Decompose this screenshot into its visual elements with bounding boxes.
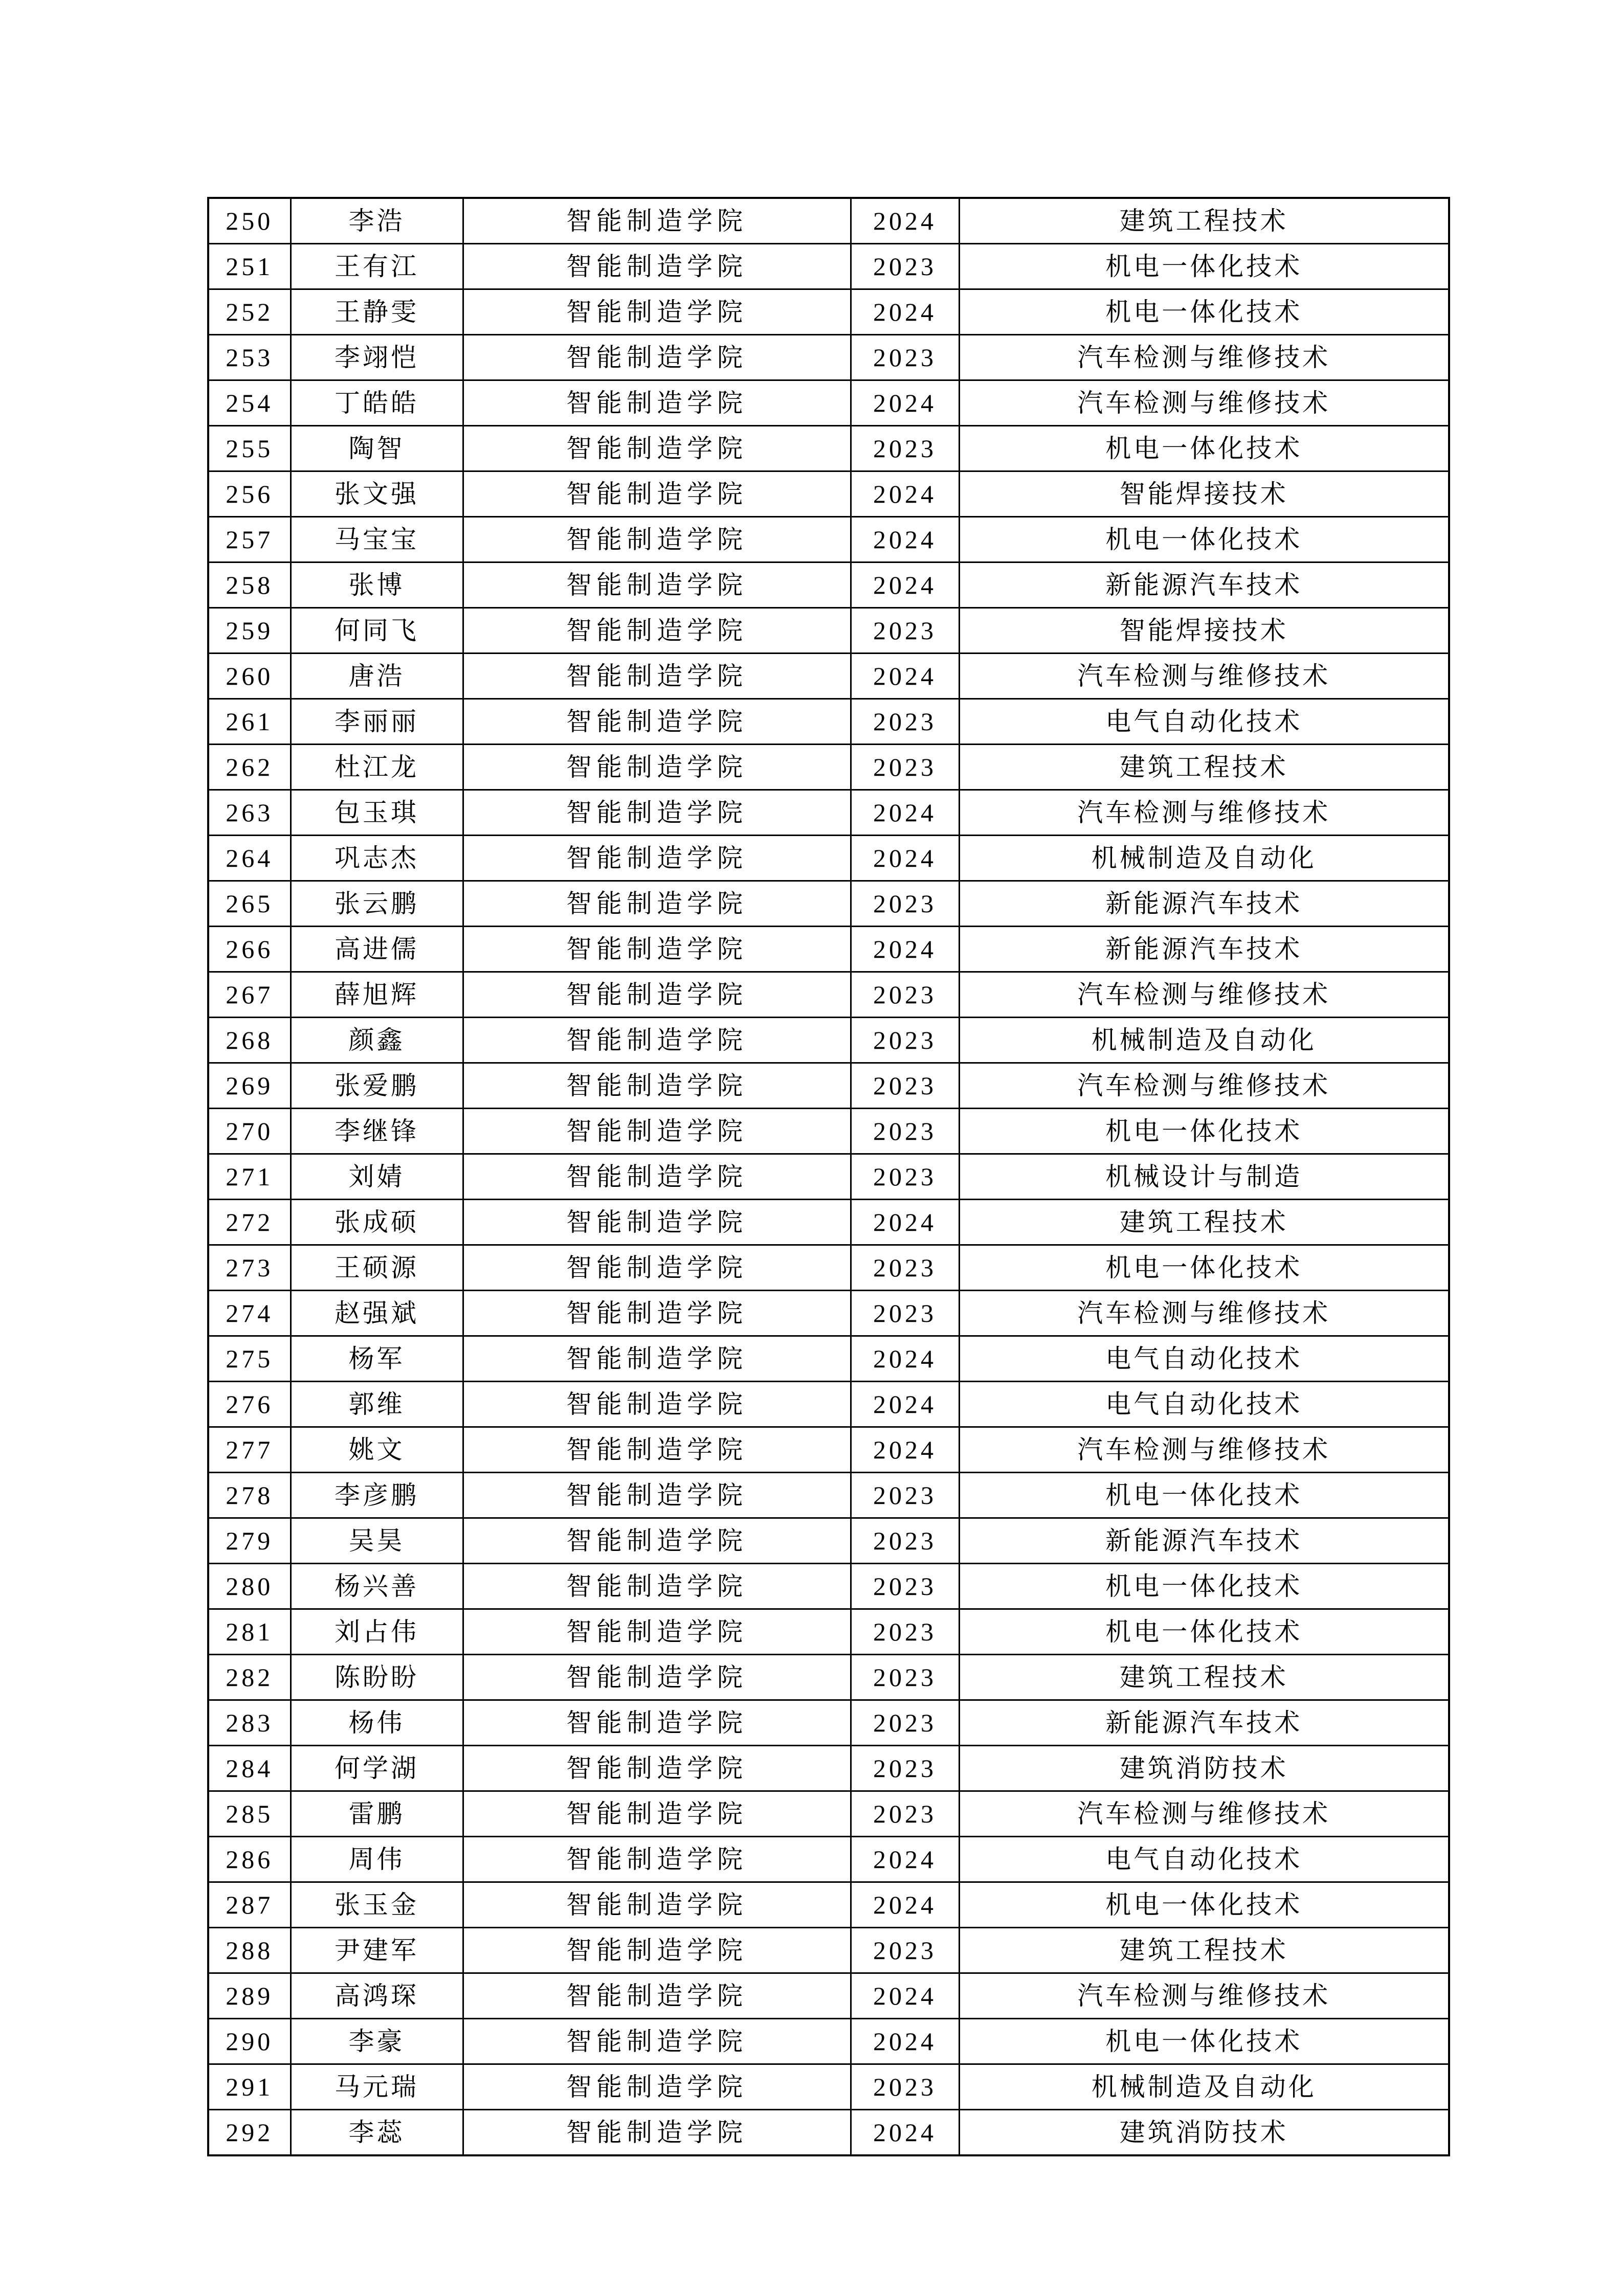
- cell-college: 智能制造学院: [463, 1382, 851, 1427]
- cell-grade-year: 2023: [851, 1063, 959, 1109]
- cell-major: 机电一体化技术: [959, 517, 1449, 562]
- cell-student-name: 唐浩: [291, 654, 463, 699]
- cell-grade-year: 2023: [851, 335, 959, 380]
- cell-major: 汽车检测与维修技术: [959, 1427, 1449, 1473]
- cell-college: 智能制造学院: [463, 1746, 851, 1791]
- cell-grade-year: 2023: [851, 1791, 959, 1837]
- table-row: [208, 1928, 1449, 1973]
- cell-serial-number: 269: [208, 1063, 291, 1109]
- cell-grade-year: 2023: [851, 745, 959, 790]
- cell-college: 智能制造学院: [463, 1018, 851, 1063]
- cell-major: 新能源汽车技术: [959, 562, 1449, 608]
- cell-serial-number: 268: [208, 1018, 291, 1063]
- cell-grade-year: 2023: [851, 1018, 959, 1063]
- cell-major: 机械制造及自动化: [959, 1018, 1449, 1063]
- table-row: [208, 1336, 1449, 1382]
- cell-serial-number: 250: [208, 198, 291, 244]
- cell-major: 机电一体化技术: [959, 244, 1449, 289]
- table-row: [208, 972, 1449, 1018]
- table-row: [208, 1518, 1449, 1564]
- cell-grade-year: 2024: [851, 1382, 959, 1427]
- table-row: [208, 289, 1449, 335]
- cell-college: 智能制造学院: [463, 1928, 851, 1973]
- cell-serial-number: 270: [208, 1109, 291, 1154]
- cell-serial-number: 261: [208, 699, 291, 745]
- table-row: [208, 1018, 1449, 1063]
- table-row: [208, 1245, 1449, 1291]
- cell-college: 智能制造学院: [463, 1063, 851, 1109]
- cell-grade-year: 2024: [851, 289, 959, 335]
- cell-student-name: 陶智: [291, 426, 463, 471]
- cell-student-name: 王硕源: [291, 1245, 463, 1291]
- table-row: [208, 1791, 1449, 1837]
- cell-major: 汽车检测与维修技术: [959, 1791, 1449, 1837]
- cell-college: 智能制造学院: [463, 1154, 851, 1200]
- table-row: [208, 1473, 1449, 1518]
- cell-student-name: 杨兴善: [291, 1564, 463, 1609]
- cell-college: 智能制造学院: [463, 1245, 851, 1291]
- cell-college: 智能制造学院: [463, 881, 851, 927]
- cell-major: 机电一体化技术: [959, 1473, 1449, 1518]
- cell-student-name: 李蕊: [291, 2110, 463, 2156]
- table-row: [208, 1564, 1449, 1609]
- table-row: [208, 1973, 1449, 2019]
- cell-major: 机电一体化技术: [959, 426, 1449, 471]
- cell-grade-year: 2024: [851, 927, 959, 972]
- cell-grade-year: 2023: [851, 1291, 959, 1336]
- table-row: [208, 1291, 1449, 1336]
- cell-major: 汽车检测与维修技术: [959, 1973, 1449, 2019]
- cell-serial-number: 253: [208, 335, 291, 380]
- cell-student-name: 杨伟: [291, 1700, 463, 1746]
- cell-grade-year: 2024: [851, 1200, 959, 1245]
- table-row: [208, 1655, 1449, 1700]
- cell-student-name: 李彦鹏: [291, 1473, 463, 1518]
- cell-major: 电气自动化技术: [959, 1837, 1449, 1882]
- cell-serial-number: 281: [208, 1609, 291, 1655]
- cell-grade-year: 2023: [851, 1245, 959, 1291]
- cell-college: 智能制造学院: [463, 335, 851, 380]
- cell-student-name: 吴昊: [291, 1518, 463, 1564]
- cell-serial-number: 273: [208, 1245, 291, 1291]
- cell-grade-year: 2024: [851, 1837, 959, 1882]
- table-row: [208, 1427, 1449, 1473]
- cell-college: 智能制造学院: [463, 972, 851, 1018]
- cell-major: 汽车检测与维修技术: [959, 1063, 1449, 1109]
- cell-college: 智能制造学院: [463, 1700, 851, 1746]
- cell-grade-year: 2023: [851, 608, 959, 654]
- cell-student-name: 刘占伟: [291, 1609, 463, 1655]
- cell-student-name: 李浩: [291, 198, 463, 244]
- table-row: [208, 380, 1449, 426]
- table-row: [208, 1382, 1449, 1427]
- cell-grade-year: 2024: [851, 517, 959, 562]
- cell-major: 机电一体化技术: [959, 1564, 1449, 1609]
- cell-major: 电气自动化技术: [959, 1382, 1449, 1427]
- cell-student-name: 张云鹏: [291, 881, 463, 927]
- cell-student-name: 张文强: [291, 471, 463, 517]
- cell-college: 智能制造学院: [463, 198, 851, 244]
- cell-serial-number: 291: [208, 2064, 291, 2110]
- table-row: [208, 790, 1449, 836]
- cell-major: 新能源汽车技术: [959, 1700, 1449, 1746]
- cell-major: 新能源汽车技术: [959, 927, 1449, 972]
- cell-student-name: 郭维: [291, 1382, 463, 1427]
- cell-serial-number: 266: [208, 927, 291, 972]
- cell-student-name: 赵强斌: [291, 1291, 463, 1336]
- table-body: [208, 198, 1449, 2155]
- table-row: [208, 1154, 1449, 1200]
- cell-major: 建筑工程技术: [959, 198, 1449, 244]
- cell-student-name: 丁皓皓: [291, 380, 463, 426]
- cell-grade-year: 2023: [851, 881, 959, 927]
- cell-grade-year: 2024: [851, 836, 959, 881]
- table-row: [208, 1746, 1449, 1791]
- cell-major: 汽车检测与维修技术: [959, 1291, 1449, 1336]
- cell-serial-number: 271: [208, 1154, 291, 1200]
- cell-serial-number: 259: [208, 608, 291, 654]
- cell-serial-number: 267: [208, 972, 291, 1018]
- cell-serial-number: 274: [208, 1291, 291, 1336]
- table-row: [208, 2110, 1449, 2156]
- cell-college: 智能制造学院: [463, 1882, 851, 1928]
- cell-student-name: 张成硕: [291, 1200, 463, 1245]
- cell-serial-number: 292: [208, 2110, 291, 2156]
- cell-college: 智能制造学院: [463, 1518, 851, 1564]
- cell-college: 智能制造学院: [463, 1427, 851, 1473]
- cell-serial-number: 290: [208, 2019, 291, 2064]
- cell-grade-year: 2023: [851, 972, 959, 1018]
- table-row: [208, 1109, 1449, 1154]
- cell-college: 智能制造学院: [463, 1973, 851, 2019]
- cell-college: 智能制造学院: [463, 745, 851, 790]
- table-row: [208, 562, 1449, 608]
- cell-grade-year: 2024: [851, 471, 959, 517]
- table-row: [208, 1882, 1449, 1928]
- cell-college: 智能制造学院: [463, 790, 851, 836]
- cell-college: 智能制造学院: [463, 608, 851, 654]
- cell-student-name: 李继锋: [291, 1109, 463, 1154]
- cell-grade-year: 2023: [851, 1700, 959, 1746]
- cell-serial-number: 254: [208, 380, 291, 426]
- cell-student-name: 杜江龙: [291, 745, 463, 790]
- cell-college: 智能制造学院: [463, 1473, 851, 1518]
- cell-grade-year: 2023: [851, 244, 959, 289]
- cell-serial-number: 258: [208, 562, 291, 608]
- cell-grade-year: 2023: [851, 699, 959, 745]
- cell-student-name: 杨军: [291, 1336, 463, 1382]
- cell-grade-year: 2024: [851, 1427, 959, 1473]
- cell-grade-year: 2023: [851, 1609, 959, 1655]
- cell-student-name: 李丽丽: [291, 699, 463, 745]
- cell-grade-year: 2024: [851, 790, 959, 836]
- cell-serial-number: 283: [208, 1700, 291, 1746]
- table-row: [208, 1609, 1449, 1655]
- cell-major: 电气自动化技术: [959, 1336, 1449, 1382]
- table-row: [208, 654, 1449, 699]
- cell-college: 智能制造学院: [463, 244, 851, 289]
- cell-grade-year: 2024: [851, 380, 959, 426]
- cell-student-name: 薛旭辉: [291, 972, 463, 1018]
- cell-serial-number: 252: [208, 289, 291, 335]
- table-row: [208, 836, 1449, 881]
- cell-grade-year: 2024: [851, 2110, 959, 2156]
- cell-serial-number: 279: [208, 1518, 291, 1564]
- cell-major: 汽车检测与维修技术: [959, 335, 1449, 380]
- cell-major: 建筑工程技术: [959, 1200, 1449, 1245]
- cell-grade-year: 2024: [851, 2019, 959, 2064]
- cell-student-name: 雷鹏: [291, 1791, 463, 1837]
- cell-major: 电气自动化技术: [959, 699, 1449, 745]
- cell-serial-number: 278: [208, 1473, 291, 1518]
- cell-major: 机电一体化技术: [959, 1609, 1449, 1655]
- cell-college: 智能制造学院: [463, 2064, 851, 2110]
- cell-college: 智能制造学院: [463, 2110, 851, 2156]
- cell-college: 智能制造学院: [463, 1109, 851, 1154]
- cell-serial-number: 275: [208, 1336, 291, 1382]
- cell-student-name: 李豪: [291, 2019, 463, 2064]
- table-row: [208, 517, 1449, 562]
- cell-student-name: 包玉琪: [291, 790, 463, 836]
- cell-student-name: 刘婧: [291, 1154, 463, 1200]
- cell-student-name: 姚文: [291, 1427, 463, 1473]
- cell-major: 建筑工程技术: [959, 745, 1449, 790]
- cell-major: 新能源汽车技术: [959, 1518, 1449, 1564]
- table-row: [208, 1200, 1449, 1245]
- cell-major: 机械制造及自动化: [959, 2064, 1449, 2110]
- cell-student-name: 尹建军: [291, 1928, 463, 1973]
- cell-serial-number: 256: [208, 471, 291, 517]
- cell-grade-year: 2023: [851, 1473, 959, 1518]
- cell-student-name: 巩志杰: [291, 836, 463, 881]
- cell-student-name: 马宝宝: [291, 517, 463, 562]
- cell-college: 智能制造学院: [463, 927, 851, 972]
- cell-student-name: 张玉金: [291, 1882, 463, 1928]
- cell-major: 新能源汽车技术: [959, 881, 1449, 927]
- cell-major: 机电一体化技术: [959, 1245, 1449, 1291]
- cell-college: 智能制造学院: [463, 1336, 851, 1382]
- cell-serial-number: 282: [208, 1655, 291, 1700]
- cell-grade-year: 2024: [851, 1973, 959, 2019]
- table-row: [208, 745, 1449, 790]
- table-row: [208, 608, 1449, 654]
- cell-student-name: 张博: [291, 562, 463, 608]
- cell-grade-year: 2024: [851, 654, 959, 699]
- cell-serial-number: 285: [208, 1791, 291, 1837]
- cell-college: 智能制造学院: [463, 562, 851, 608]
- cell-serial-number: 272: [208, 1200, 291, 1245]
- cell-college: 智能制造学院: [463, 471, 851, 517]
- table-row: [208, 927, 1449, 972]
- cell-grade-year: 2024: [851, 1336, 959, 1382]
- cell-serial-number: 262: [208, 745, 291, 790]
- cell-major: 机械设计与制造: [959, 1154, 1449, 1200]
- cell-grade-year: 2023: [851, 1928, 959, 1973]
- table-row: [208, 335, 1449, 380]
- cell-college: 智能制造学院: [463, 426, 851, 471]
- cell-college: 智能制造学院: [463, 2019, 851, 2064]
- cell-college: 智能制造学院: [463, 289, 851, 335]
- cell-serial-number: 251: [208, 244, 291, 289]
- cell-grade-year: 2023: [851, 426, 959, 471]
- cell-major: 汽车检测与维修技术: [959, 972, 1449, 1018]
- cell-college: 智能制造学院: [463, 1837, 851, 1882]
- table-row: [208, 244, 1449, 289]
- cell-serial-number: 286: [208, 1837, 291, 1882]
- cell-college: 智能制造学院: [463, 1655, 851, 1700]
- cell-major: 汽车检测与维修技术: [959, 654, 1449, 699]
- cell-student-name: 陈盼盼: [291, 1655, 463, 1700]
- cell-college: 智能制造学院: [463, 1791, 851, 1837]
- cell-major: 智能焊接技术: [959, 608, 1449, 654]
- table-row: [208, 2019, 1449, 2064]
- cell-college: 智能制造学院: [463, 836, 851, 881]
- cell-college: 智能制造学院: [463, 1609, 851, 1655]
- cell-major: 汽车检测与维修技术: [959, 790, 1449, 836]
- cell-major: 建筑工程技术: [959, 1928, 1449, 1973]
- cell-serial-number: 289: [208, 1973, 291, 2019]
- cell-major: 机械制造及自动化: [959, 836, 1449, 881]
- cell-student-name: 何学湖: [291, 1746, 463, 1791]
- cell-serial-number: 264: [208, 836, 291, 881]
- table-row: [208, 1700, 1449, 1746]
- table-row: [208, 426, 1449, 471]
- table-row: [208, 471, 1449, 517]
- cell-serial-number: 276: [208, 1382, 291, 1427]
- cell-student-name: 高鸿琛: [291, 1973, 463, 2019]
- cell-serial-number: 263: [208, 790, 291, 836]
- cell-student-name: 王静雯: [291, 289, 463, 335]
- cell-grade-year: 2023: [851, 1746, 959, 1791]
- cell-major: 机电一体化技术: [959, 1882, 1449, 1928]
- cell-grade-year: 2023: [851, 1655, 959, 1700]
- cell-major: 建筑消防技术: [959, 2110, 1449, 2156]
- cell-grade-year: 2023: [851, 1109, 959, 1154]
- cell-grade-year: 2023: [851, 1154, 959, 1200]
- cell-major: 汽车检测与维修技术: [959, 380, 1449, 426]
- cell-student-name: 何同飞: [291, 608, 463, 654]
- cell-grade-year: 2023: [851, 1518, 959, 1564]
- cell-college: 智能制造学院: [463, 1291, 851, 1336]
- table-row: [208, 2064, 1449, 2110]
- cell-grade-year: 2023: [851, 1564, 959, 1609]
- cell-major: 建筑工程技术: [959, 1655, 1449, 1700]
- cell-grade-year: 2024: [851, 562, 959, 608]
- cell-serial-number: 287: [208, 1882, 291, 1928]
- cell-major: 智能焊接技术: [959, 471, 1449, 517]
- cell-major: 建筑消防技术: [959, 1746, 1449, 1791]
- cell-serial-number: 280: [208, 1564, 291, 1609]
- cell-grade-year: 2023: [851, 2064, 959, 2110]
- cell-grade-year: 2024: [851, 1882, 959, 1928]
- cell-college: 智能制造学院: [463, 654, 851, 699]
- table-row: [208, 699, 1449, 745]
- cell-student-name: 李翊恺: [291, 335, 463, 380]
- cell-college: 智能制造学院: [463, 380, 851, 426]
- cell-college: 智能制造学院: [463, 1564, 851, 1609]
- student-roster-table: [207, 197, 1450, 2156]
- cell-student-name: 张爱鹏: [291, 1063, 463, 1109]
- cell-serial-number: 284: [208, 1746, 291, 1791]
- cell-serial-number: 288: [208, 1928, 291, 1973]
- table-row: [208, 881, 1449, 927]
- cell-serial-number: 260: [208, 654, 291, 699]
- cell-student-name: 周伟: [291, 1837, 463, 1882]
- cell-major: 机电一体化技术: [959, 1109, 1449, 1154]
- cell-serial-number: 277: [208, 1427, 291, 1473]
- cell-serial-number: 255: [208, 426, 291, 471]
- cell-college: 智能制造学院: [463, 699, 851, 745]
- table-row: [208, 1837, 1449, 1882]
- table-row: [208, 1063, 1449, 1109]
- cell-college: 智能制造学院: [463, 1200, 851, 1245]
- cell-serial-number: 265: [208, 881, 291, 927]
- cell-student-name: 王有江: [291, 244, 463, 289]
- cell-major: 机电一体化技术: [959, 289, 1449, 335]
- cell-student-name: 颜鑫: [291, 1018, 463, 1063]
- cell-serial-number: 257: [208, 517, 291, 562]
- cell-student-name: 高进儒: [291, 927, 463, 972]
- cell-major: 机电一体化技术: [959, 2019, 1449, 2064]
- cell-college: 智能制造学院: [463, 517, 851, 562]
- cell-student-name: 马元瑞: [291, 2064, 463, 2110]
- table-row: [208, 198, 1449, 244]
- cell-grade-year: 2024: [851, 198, 959, 244]
